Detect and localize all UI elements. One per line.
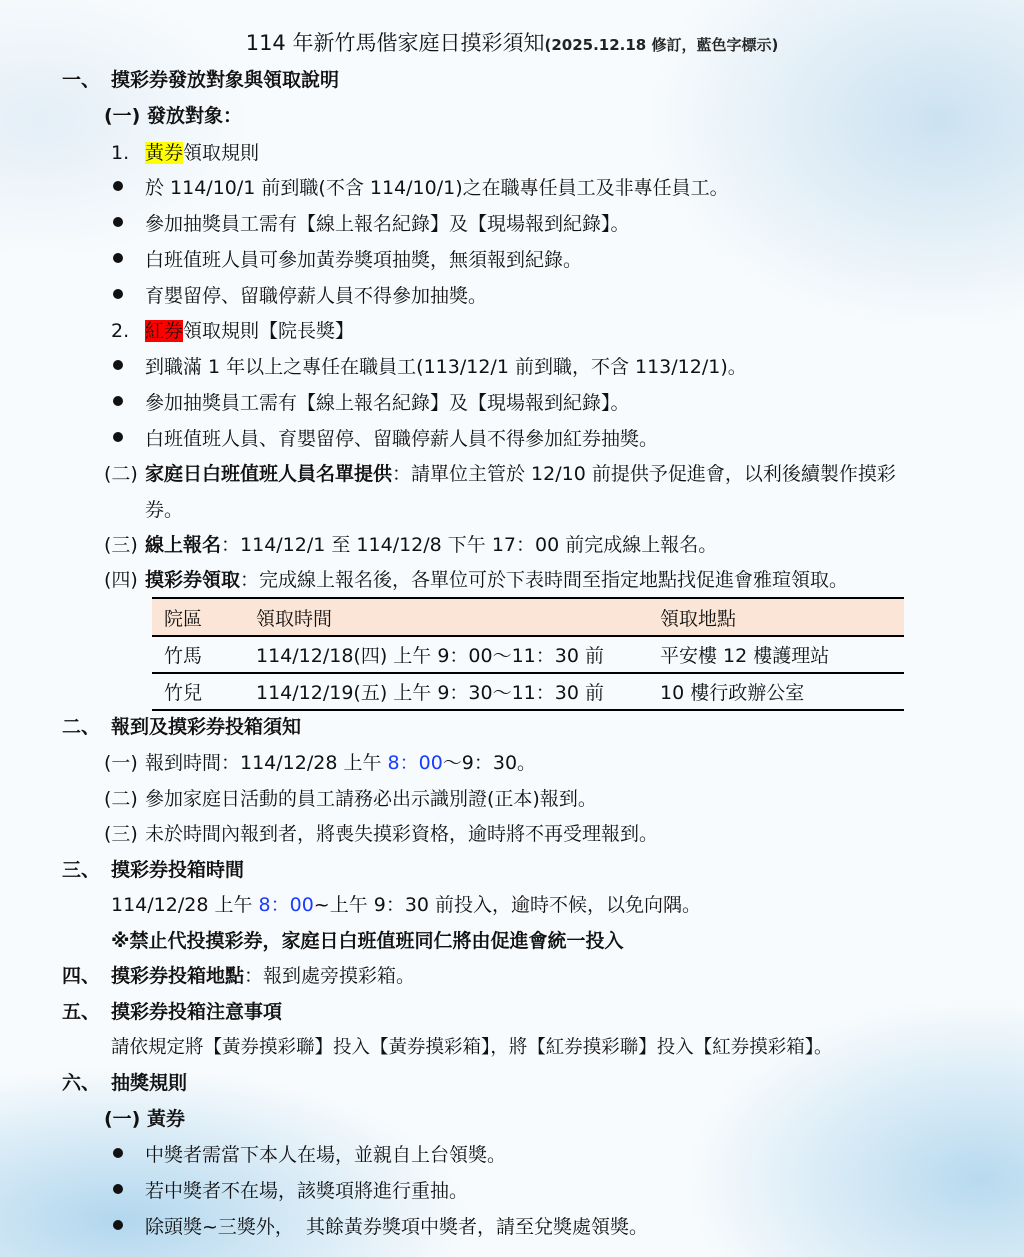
- section-3-heading: 摸彩券投箱時間: [111, 859, 245, 881]
- column-header-time: 領取時間: [244, 598, 648, 636]
- yellow-ticket-word: 黃券: [145, 142, 184, 164]
- yellow-item: 白班值班人員可參加黃券獎項抽獎，無須報到紀錄。: [145, 249, 583, 271]
- s1-sub3-number: (三): [104, 534, 138, 556]
- red-rule-heading: [145, 318, 354, 344]
- s2-item-1-pre: 報到時間：114/12/28 上午: [145, 752, 388, 774]
- title-main: 114 年新竹馬偕家庭日摸彩須知: [245, 31, 545, 55]
- column-header-campus: 院區: [152, 598, 244, 636]
- red-item: 參加抽獎員工需有【線上報名紀錄】及【現場報到紀錄】。: [145, 392, 630, 414]
- red-rule-rest: 領取規則【院長獎】: [183, 320, 355, 342]
- column-header-location: 領取地點: [648, 598, 904, 636]
- yellow-item: 於 114/10/1 前到職(不含 114/10/1)之在職專任員工及非專任員工。: [145, 177, 729, 199]
- table-cell: 竹馬: [152, 636, 244, 673]
- bullet-icon: [113, 396, 123, 406]
- s6-item: 中獎者需當下本人在場，並親自上台領獎。: [145, 1144, 507, 1166]
- table-row: [152, 673, 904, 710]
- s1-sub3-text: ：114/12/1 至 114/12/8 下午 17：00 前完成線上報名。: [221, 534, 718, 556]
- document-title: [0, 30, 1024, 58]
- red-item: 白班值班人員、育嬰留停、留職停薪人員不得參加紅券抽獎。: [145, 428, 659, 450]
- s3-revised-time: 8：00: [258, 894, 314, 916]
- bullet-icon: [113, 217, 123, 227]
- s6-item: 除頭獎~三獎外， 其餘黃券獎項中獎者，請至兌獎處領獎。: [145, 1216, 649, 1238]
- table-cell: 114/12/18(四) 上午 9：00～11：30 前: [244, 636, 648, 673]
- bullet-icon: [113, 1220, 123, 1230]
- section-2-heading: 報到及摸彩券投箱須知: [111, 716, 302, 738]
- s1-sub3-bold: 線上報名: [145, 534, 222, 556]
- yellow-rule-rest: 領取規則: [183, 142, 260, 164]
- s1-sub2-continuation: 券。: [145, 499, 184, 521]
- bullet-icon: [113, 181, 123, 191]
- bullet-icon: [113, 253, 123, 263]
- section-5-text: 請依規定將【黃券摸彩聯】投入【黃券摸彩箱】，將【紅券摸彩聯】投入【紅券摸彩箱】。: [111, 1037, 833, 1058]
- pickup-table: [152, 597, 904, 711]
- s3-line-1: [111, 892, 701, 918]
- s1-sub4-text: ：完成線上報名後，各單位可於下表時間至指定地點找促進會雅瑄領取。: [240, 569, 849, 591]
- bullet-icon: [113, 1148, 123, 1158]
- section-4-line: [111, 963, 415, 989]
- s3-line-1-post: ~上午 9：30 前投入，逾時不候，以免向隅。: [313, 894, 702, 916]
- table-header-row: [152, 598, 904, 636]
- table-cell: 10 樓行政辦公室: [648, 673, 904, 710]
- red-ticket-word: 紅券: [145, 320, 184, 342]
- section-3-number: 三、: [62, 859, 101, 881]
- section-4-text: ：報到處旁摸彩箱。: [244, 965, 416, 987]
- s2-revised-time: 8：00: [387, 752, 443, 774]
- s1-sub4-bold: 摸彩券領取: [145, 569, 241, 591]
- s1-sub2-bold: 家庭日白班值班人員名單提供: [145, 463, 393, 485]
- section-4-number: 四、: [62, 965, 101, 987]
- bullet-icon: [113, 1184, 123, 1194]
- s1-sub2-text: ：請單位主管於 12/10 前提供予促進會，以利後續製作摸彩: [392, 463, 896, 485]
- table-cell: 竹兒: [152, 673, 244, 710]
- section-1-heading: 摸彩券發放對象與領取說明: [111, 69, 340, 91]
- red-rule-number: 2.: [111, 320, 130, 342]
- yellow-item: 參加抽獎員工需有【線上報名紀錄】及【現場報到紀錄】。: [145, 213, 630, 235]
- bullet-icon: [113, 432, 123, 442]
- section-2-number: 二、: [62, 716, 101, 738]
- s1-sub3: [145, 532, 717, 558]
- s2-item-1: [145, 750, 536, 776]
- revision-note: (2025.12.18 修訂，藍色字標示): [544, 36, 779, 54]
- yellow-rule-heading: [145, 140, 259, 166]
- bullet-icon: [113, 360, 123, 370]
- section-1-number: 一、: [62, 69, 101, 91]
- red-item: 到職滿 1 年以上之專任在職員工(113/12/1 前到職，不含 113/12/1)。: [145, 356, 747, 378]
- s3-line-2: ※禁止代投摸彩券，家庭日白班值班同仁將由促進會統一投入: [111, 930, 624, 952]
- s1-sub2: [145, 461, 896, 487]
- s2-item-1-number: (一): [104, 752, 138, 774]
- section-6-heading: 抽獎規則: [111, 1072, 188, 1094]
- section-4-heading: 摸彩券投箱地點: [111, 965, 245, 987]
- table-cell: 平安樓 12 樓護理站: [648, 636, 904, 673]
- section-5-heading: 摸彩券投箱注意事項: [111, 1001, 283, 1023]
- s2-item-1-post: ～9：30。: [442, 752, 537, 774]
- bullet-icon: [113, 289, 123, 299]
- s2-item-3-number: (三): [104, 823, 138, 845]
- s2-item-2: 參加家庭日活動的員工請務必出示識別證(正本)報到。: [145, 788, 597, 810]
- table-cell: 114/12/19(五) 上午 9：30～11：30 前: [244, 673, 648, 710]
- yellow-item: 育嬰留停、留職停薪人員不得參加抽獎。: [145, 285, 488, 307]
- section-6-number: 六、: [62, 1072, 101, 1094]
- s1-sub1: (一) 發放對象：: [104, 105, 242, 127]
- section-5-number: 五、: [62, 1001, 101, 1023]
- s3-line-1-pre: 114/12/28 上午: [111, 894, 259, 916]
- table-row: [152, 636, 904, 673]
- s6-item: 若中獎者不在場，該獎項將進行重抽。: [145, 1180, 469, 1202]
- s6-sub1: (一) 黃券: [104, 1108, 185, 1130]
- s2-item-3: 未於時間內報到者，將喪失摸彩資格，逾時將不再受理報到。: [145, 823, 659, 845]
- s1-sub4: [145, 567, 848, 593]
- s2-item-2-number: (二): [104, 788, 138, 810]
- s1-sub4-number: (四): [104, 569, 138, 591]
- s1-sub2-number: (二): [104, 463, 138, 485]
- yellow-rule-number: 1.: [111, 142, 130, 164]
